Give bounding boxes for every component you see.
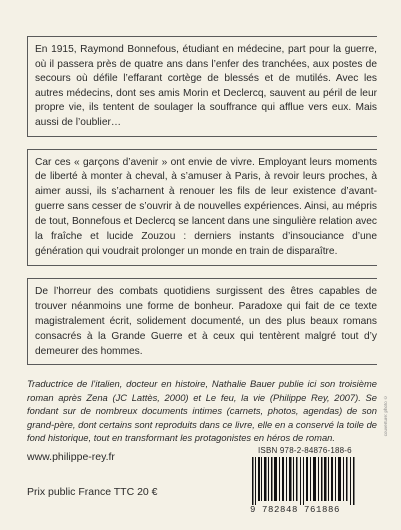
- summary-block-2: [27, 149, 377, 266]
- back-cover-text: [27, 36, 377, 444]
- isbn-label: ISBN 978-2-84876-188-6: [258, 446, 352, 455]
- summary-block-1: [27, 36, 377, 137]
- barcode-image: [250, 457, 362, 505]
- barcode-digits: 9 782848 761886: [250, 505, 341, 515]
- publisher-website: www.philippe-rey.fr: [27, 451, 115, 463]
- paragraph-1: En 1915, Raymond Bonnefous, étudiant en médecine, part pour la guerre, où il passera près de quatre ans dans l’enfer des tranchées, aux postes de secours où défile l’effarant cortège de blessés et de mutilés. Avec les autres médecins, dont ses amis Morin et Declercq, sauvent au péril de leur propre vie, ils tentent de soulager la souffrance qui afflue vers eux. Mais aussi de l’oublier…: [35, 44, 377, 128]
- summary-block-3: [27, 278, 377, 366]
- cover-credit: couverture: photo ©: [383, 395, 388, 437]
- paragraph-2: Car ces « garçons d’avenir » ont envie de vivre. Employant leurs moments de liberté à monter à cheval, à s’amuser à Paris, à revoir leurs proches, à aimer aussi, ils s’acharnent à renouer les fils de leur existence d’avant-guerre sans cesser de s’ouvrir à de nouvelles expériences. Ainsi, au mépris de tout, Bonnefous et Declercq se lancent dans une singulière relation avec la fraîche et lucide Zouzou : derniers instants d’insouciance d’une génération qui voudrait prolonger un monde en train de disparaître.: [35, 156, 377, 257]
- paragraph-3: De l’horreur des combats quotidiens surgissent des êtres capables de trouver néanmoins une forme de bonheur. Paradoxe qui fait de ce texte magistralement écrit, solidement documenté, un des plus beaux romans consacrés à la Grande Guerre et à ceux qui tentèrent malgré tout d’y demeurer des hommes.: [35, 285, 377, 357]
- price-label: Prix public France TTC 20 €: [27, 486, 158, 498]
- author-note: Traductrice de l’italien, docteur en histoire, Nathalie Bauer publie ici son troisième roman après Zena (JC Lattès, 2000) et Le feu, la vie (Philippe Rey, 2007). Se fondant sur de nombreux documents intimes (carnets, photos, agendas) de son grand-père, dont certains sont reproduits dans ce livre, elle en a conservé la toile de fond historique, tout en transformant les protagonistes en héros de roman.: [27, 378, 377, 444]
